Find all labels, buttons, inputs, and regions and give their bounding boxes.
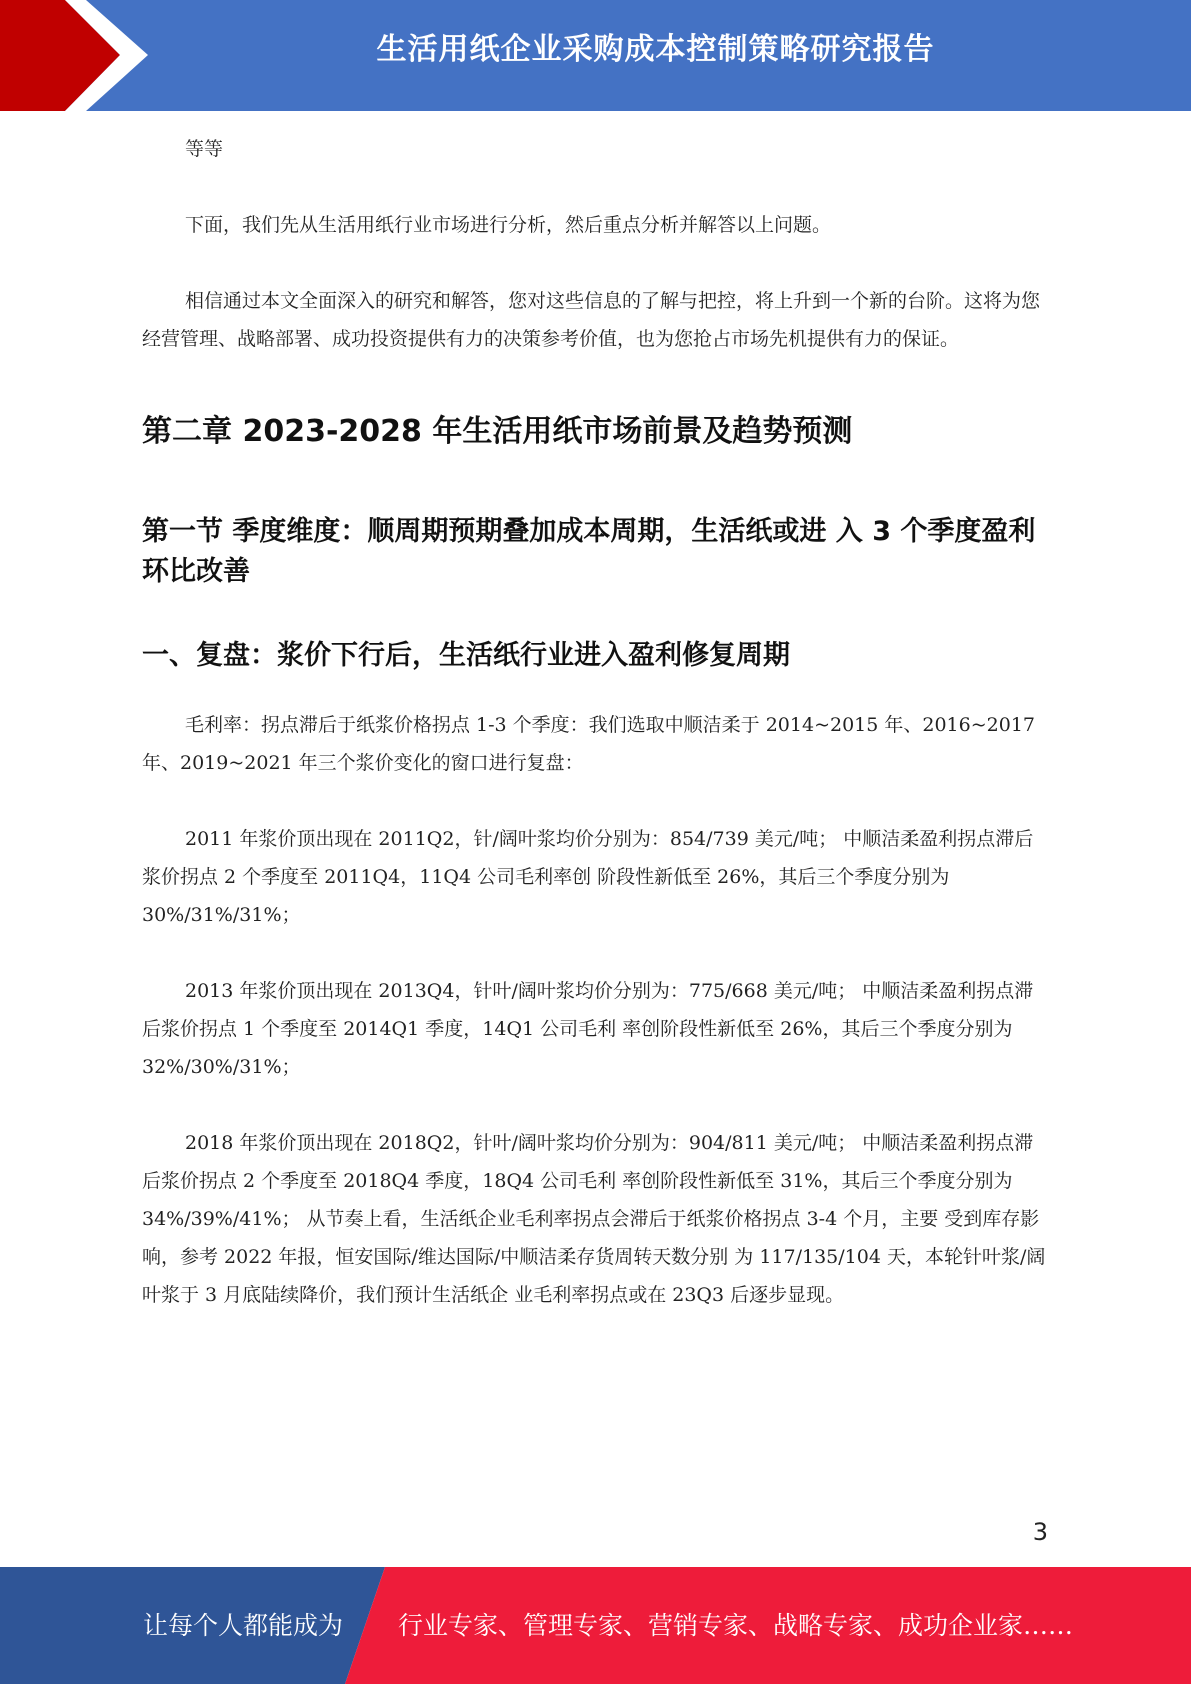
body-paragraph: 2011 年浆价顶出现在 2011Q2，针/阔叶浆均价分别为：854/739 美元/吨； 中顺洁柔盈利拐点滞后浆价拐点 2 个季度至 2011Q4，11Q4 公司毛利率创 阶段性新低至 26%，其后三个季度分别为 30%/31%/31%；: [142, 828, 1034, 926]
body-paragraph: 毛利率：拐点滞后于纸浆价格拐点 1-3 个季度：我们选取中顺洁柔于 2014~2015 年、2016~2017 年、2019~2021 年三个浆价变化的窗口进行复盘：: [142, 714, 1036, 774]
intro-paragraph-2: 下面，我们先从生活用纸行业市场进行分析，然后重点分析并解答以上问题。: [185, 214, 832, 236]
chapter-heading: 第二章 2023-2028 年生活用纸市场前景及趋势预测: [142, 414, 853, 449]
body-paragraph: 2013 年浆价顶出现在 2013Q4，针叶/阔叶浆均价分别为：775/668 美元/吨； 中顺洁柔盈利拐点滞后浆价拐点 1 个季度至 2014Q1 季度，14Q1 公司毛利 率创阶段性新低至 26%，其后三个季度分别为 32%/30%/31%；: [142, 980, 1034, 1078]
subsection-heading: 一、复盘：浆价下行后，生活纸行业进入盈利修复周期: [142, 640, 790, 671]
page-content: [142, 130, 1047, 1314]
page-header: [0, 0, 1191, 111]
section-heading: 第一节 季度维度：顺周期预期叠加成本周期，生活纸或进 入 3 个季度盈利环比改善: [142, 516, 1036, 587]
page-footer: [0, 1567, 1191, 1684]
body-paragraph: 2018 年浆价顶出现在 2018Q2，针叶/阔叶浆均价分别为：904/811 美元/吨； 中顺洁柔盈利拐点滞后浆价拐点 2 个季度至 2018Q4 季度，18Q4 公司毛利 率创阶段性新低至 31%，其后三个季度分别为 34%/39%/41%； 从节奏上看，生活纸企业毛利率拐点会滞后于纸浆价格拐点 3-4 个月，主要 受到库存影响，参考 2022 年报，恒安国际/维达国际/中顺洁柔存货周转天数分别 为 117/135/104 天，本轮针叶浆/阔叶浆于 3 月底陆续降价，我们预计生活纸企 业毛利率拐点或在 23Q3 后逐步显现。: [142, 1132, 1046, 1306]
intro-paragraph-1: 等等: [185, 138, 224, 160]
footer-slogan-roles: 行业专家、管理专家、营销专家、战略专家、成功企业家……: [398, 1611, 1074, 1640]
intro-paragraph-3: 相信通过本文全面深入的研究和解答，您对这些信息的了解与把控，将上升到一个新的台阶。这将为您经营管理、战略部署、成功投资提供有力的决策参考价值，也为您抢占市场先机提供有力的保证。: [142, 290, 1041, 350]
report-title: 生活用纸企业采购成本控制策略研究报告: [376, 32, 935, 67]
footer-slogan-lead: 让每个人都能成为: [143, 1611, 344, 1640]
page-number: 3: [1032, 1518, 1048, 1546]
